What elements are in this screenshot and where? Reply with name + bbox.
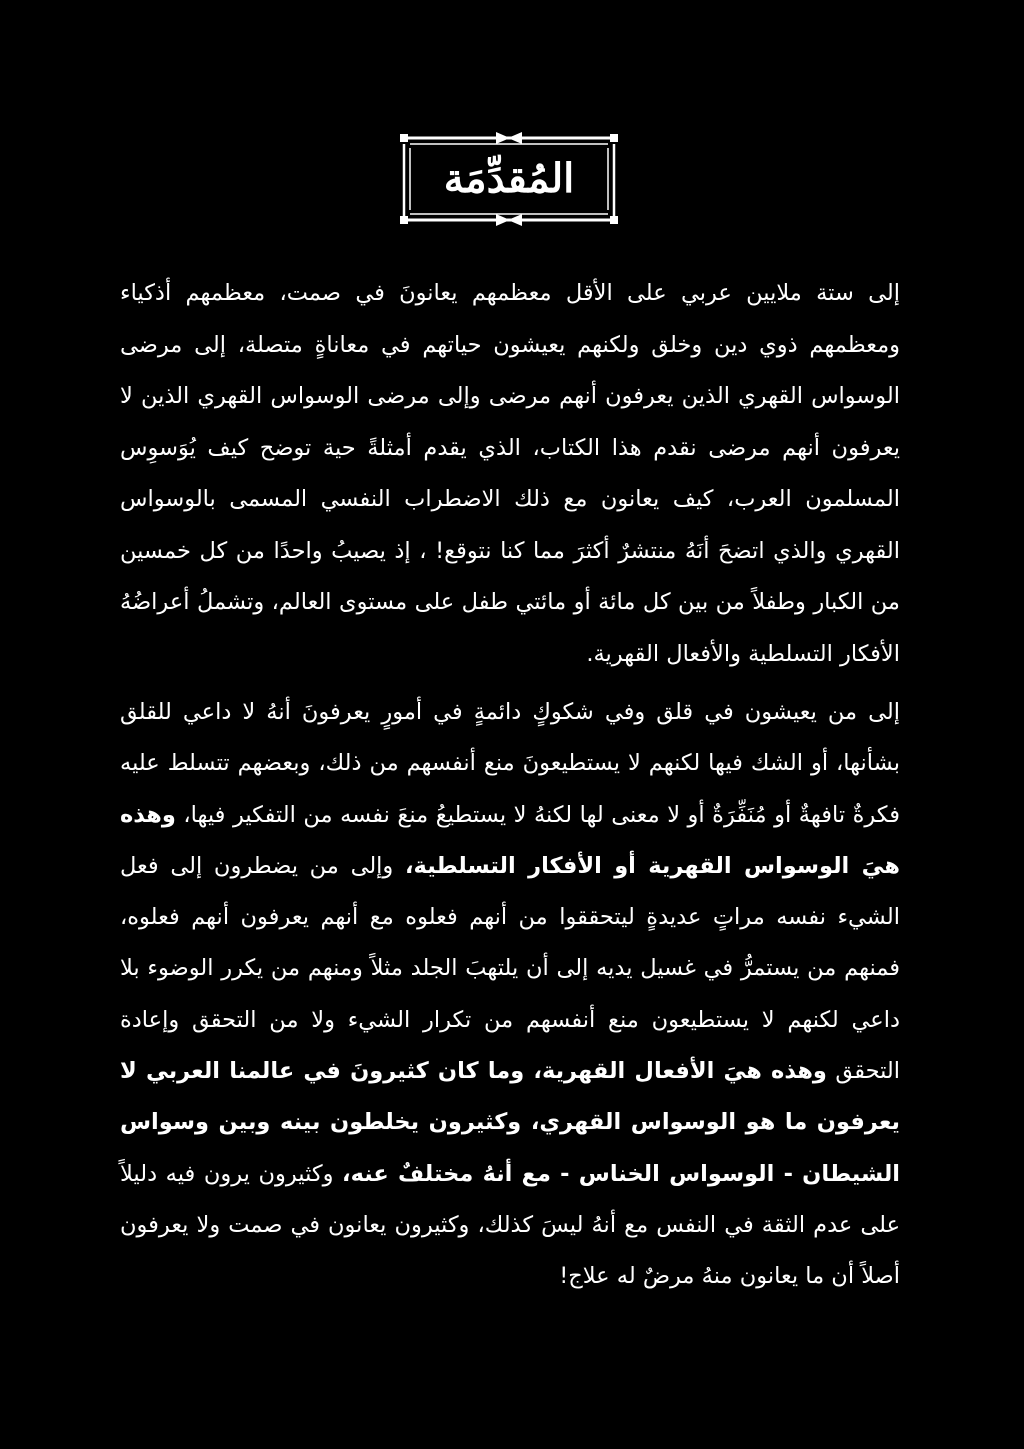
second-paragraph <box>120 687 900 1303</box>
compulsions-definition: وهذه هيَ الأفعال القهرية، وما كان كثيرونَ في عالمنا العربي لا يعرفون ما هو الوسواس القهري، وكثيرون يخلطون بينه وبين وسواس الشيطان - الوسواس الخناس - مع أنهُ مختلفٌ عنه، <box>120 1058 900 1187</box>
page-title: المُقدِّمَة <box>443 155 575 202</box>
second-paragraph-part1: إلى من يعيشون في قلق وفي شكوكٍ دائمةٍ في أمورٍ يعرفونَ أنهُ لا داعي للقلق بشأنها، أو الشك فيها لكنهم لا يستطيعونَ منع أنفسهم من ذلك، وبعضهم تتسلط عليه فكرةٌ تافهةٌ أو مُنَفِّرَةٌ أو لا معنى لها لكنهُ لا يستطيعُ منعَ نفسه من التفكير فيها، <box>120 699 900 828</box>
second-paragraph-part3: وكثيرون يرون فيه دليلاً على عدم الثقة في النفس مع أنهُ ليسَ كذلك، وكثيرون يعانون في صمت ولا يعرفون أصلاً أن ما يعانون منهُ مرضٌ له علاج! <box>120 1160 900 1290</box>
intro-text: إلى ستة ملايين عربي على الأقل معظمهم يعانونَ في صمت، معظمهم أذكياء ومعظمهم ذوي دين وخلق ولكنهم يعيشون حياتهم في معاناةٍ متصلة، إلى مرضى الوسواس القهري الذين يعرفون أنهم مرضى وإلى مرضى الوسواس القهري الذين لا يعرفون أنهم مرضى نقدم هذا الكتاب، الذي يقدم أمثلةً حية توضح كيف يُوَسوِس المسلمون العرب، كيف يعانون مع ذلك الاضطراب النفسي المسمى بالوسواس القهري والذي اتضحَ أنَهُ منتشرٌ أكثرَ مما كنا نتوقع! ، إذ يصيبُ واحدًا من كل خمسين من الكبار وطفلاً من بين كل مائة أو مائتي طفل على مستوى العالم، وتشملُ أعراضُهُ الأفكار التسلطية والأفعال القهرية. <box>120 280 900 667</box>
obsessions-definition: وهذه هيَ الوسواس القهرية أو الأفكار التسلطية، <box>120 801 900 879</box>
intro-paragraph <box>120 268 900 680</box>
title-frame <box>400 128 618 230</box>
second-paragraph-text <box>120 687 900 1303</box>
second-paragraph-part2: وإلى من يضطرون إلى فعل الشيء نفسه مراتٍ عديدةٍ ليتحققوا من أنهم فعلوه مع أنهم يعرفون أنهم فعلوه، فمنهم من يستمرُّ في غسيل يديه إلى أن يلتهبَ الجلد مثلاً ومنهم من يكرر الوضوء بلا داعي لكنهم لا يستطيعون منع أنفسهم من تكرار الشيء ولا من التحقق وإعادة التحقق <box>120 852 900 1085</box>
